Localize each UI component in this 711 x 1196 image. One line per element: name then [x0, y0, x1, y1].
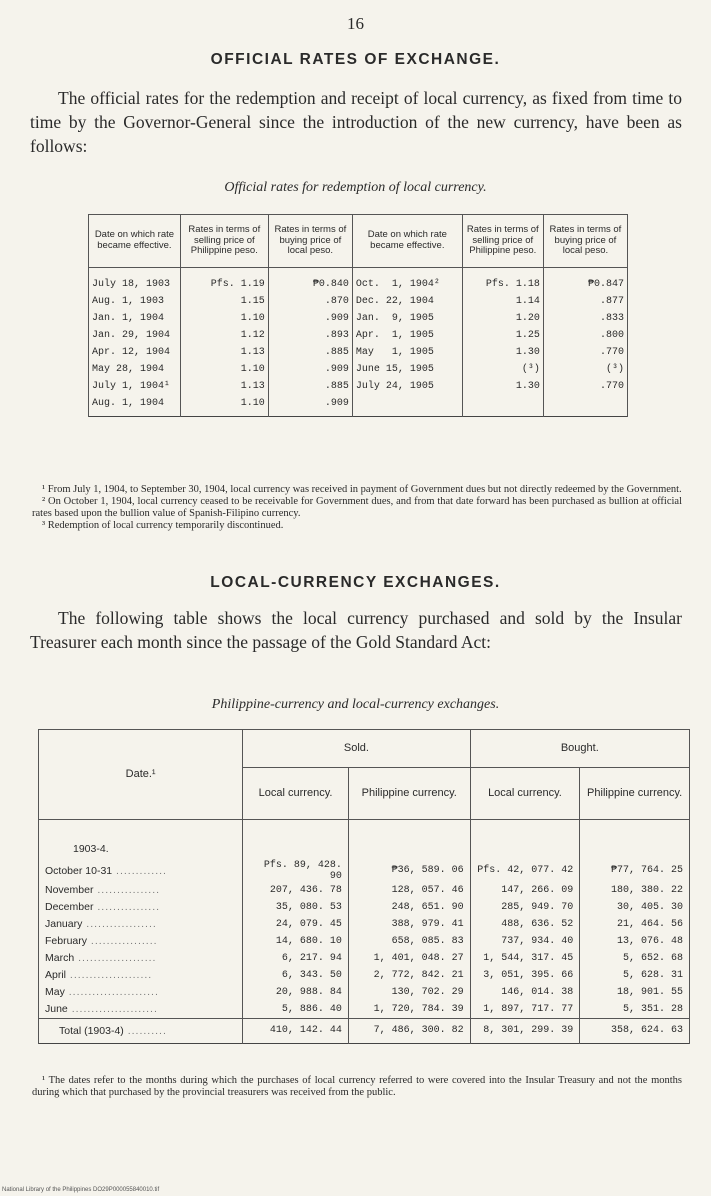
sell-rate: 1.13 [240, 380, 265, 392]
buy-rate: .909 [324, 397, 349, 409]
col-header-sell: Rates in terms of selling price of Philippine peso. [180, 215, 268, 268]
sell-rate: 1.20 [515, 312, 540, 324]
rate-date: Jan. 1, 1904 [92, 312, 165, 324]
cell-sold-philippine: ₱36, 589. 06 [348, 860, 470, 882]
buy-rate: .885 [324, 380, 349, 392]
sell-rate: 1.13 [240, 346, 265, 358]
cell-bought-local: Pfs. 42, 077. 42 [470, 860, 580, 882]
cell-sold-local: 207, 436. 78 [243, 882, 349, 899]
cell-bought-philippine: 13, 076. 48 [580, 933, 690, 950]
cell-bought-philippine: 5, 351. 28 [580, 1001, 690, 1019]
cell-bought-philippine: 5, 628. 31 [580, 967, 690, 984]
rate-date: July 24, 1905 [355, 380, 434, 392]
cell-sold-philippine: 130, 702. 29 [348, 984, 470, 1001]
buy-rate: .870 [324, 295, 349, 307]
cell-bought-philippine: 21, 464. 56 [580, 916, 690, 933]
col-header-sell: Rates in terms of selling price of Philippine peso. [462, 215, 543, 268]
total-bought-philippine: 358, 624. 63 [580, 1018, 690, 1043]
footnote: ¹ The dates refer to the months during which the purchases of local currency referred to were covered into the Insular Treasury and not the months during which that purchased by the provincial treasurers was received from the public. [32, 1075, 682, 1098]
rate-date: July 1, 1904¹ [92, 380, 171, 392]
cell-bought-philippine: ₱77, 764. 25 [580, 860, 690, 882]
row-month: March .................... [39, 950, 243, 967]
page-number: 16 [347, 14, 364, 33]
table-row [39, 933, 690, 950]
cell-bought-philippine: 30, 405. 30 [580, 899, 690, 916]
right-buy-column [543, 267, 627, 416]
total-label: Total (1903-4) .......... [39, 1018, 243, 1043]
row-month: June ...................... [39, 1001, 243, 1019]
rate-date: Apr. 1, 1905 [355, 329, 434, 341]
col-header-philippine: Philippine currency. [348, 768, 470, 820]
rate-date: Jan. 9, 1905 [355, 312, 434, 324]
rate-date: June 15, 1905 [355, 363, 434, 375]
rate-date: Aug. 1, 1904 [92, 397, 165, 409]
col-header-date: Date on which rate became effective. [352, 215, 462, 268]
sell-rate: 1.15 [240, 295, 265, 307]
cell-sold-philippine: 128, 057. 46 [348, 882, 470, 899]
sell-rate: 1.30 [515, 380, 540, 392]
cell-bought-local: 146, 014. 38 [470, 984, 580, 1001]
col-header-buy: Rates in terms of buying price of local peso. [543, 215, 627, 268]
cell-bought-local: 737, 934. 40 [470, 933, 580, 950]
table-row [39, 950, 690, 967]
sell-rate: 1.25 [515, 329, 540, 341]
exchanges-table-caption: Philippine-currency and local-currency exchanges. [211, 697, 500, 712]
sell-rate: 1.10 [240, 363, 265, 375]
cell-sold-local: 6, 343. 50 [243, 967, 349, 984]
cell-bought-local: 3, 051, 395. 66 [470, 967, 580, 984]
total-sold-local: 410, 142. 44 [243, 1018, 349, 1043]
row-month: May ....................... [39, 984, 243, 1001]
table-row [39, 1001, 690, 1019]
left-buy-column [268, 267, 352, 416]
cell-sold-local: 35, 080. 53 [243, 899, 349, 916]
cell-sold-philippine: 2, 772, 842. 21 [348, 967, 470, 984]
cell-sold-philippine: 248, 651. 90 [348, 899, 470, 916]
cell-bought-philippine: 18, 901. 55 [580, 984, 690, 1001]
col-header-philippine: Philippine currency. [580, 768, 690, 820]
year-label: 1903-4. [39, 820, 243, 860]
rate-date: Jan. 29, 1904 [92, 329, 171, 341]
buy-rate: .893 [324, 329, 349, 341]
col-header-local: Local currency. [470, 768, 580, 820]
table-row [39, 916, 690, 933]
total-bought-local: 8, 301, 299. 39 [470, 1018, 580, 1043]
col-header-date: Date.¹ [39, 730, 243, 820]
col-header-sold: Sold. [243, 730, 470, 768]
cell-sold-philippine: 658, 085. 83 [348, 933, 470, 950]
footnote: ³ Redemption of local currency temporarily discontinued. [42, 520, 284, 531]
cell-sold-local: 6, 217. 94 [243, 950, 349, 967]
row-month: February ................. [39, 933, 243, 950]
buy-rate: .909 [324, 363, 349, 375]
rate-date: Aug. 1, 1903 [92, 295, 165, 307]
table-row [39, 860, 690, 882]
sell-rate: 1.30 [515, 346, 540, 358]
cell-bought-philippine: 5, 652. 68 [580, 950, 690, 967]
table-row [39, 967, 690, 984]
buy-rate: (³) [605, 363, 624, 375]
sell-rate: 1.14 [515, 295, 540, 307]
cell-bought-local: 1, 897, 717. 77 [470, 1001, 580, 1019]
buy-rate: .909 [324, 312, 349, 324]
cell-bought-local: 285, 949. 70 [470, 899, 580, 916]
sell-rate: 1.10 [240, 312, 265, 324]
cell-bought-philippine: 180, 380. 22 [580, 882, 690, 899]
cell-sold-philippine: 1, 720, 784. 39 [348, 1001, 470, 1019]
rate-date: Apr. 12, 1904 [92, 346, 171, 358]
section-heading-local-currency: LOCAL-CURRENCY EXCHANGES. [210, 574, 501, 591]
table-row [39, 899, 690, 916]
rate-date: July 18, 1903 [92, 278, 171, 290]
table-row [39, 984, 690, 1001]
buy-rate: .770 [599, 346, 624, 358]
col-header-bought: Bought. [470, 730, 689, 768]
rate-date: Oct. 1, 1904² [355, 278, 440, 290]
cell-bought-local: 1, 544, 317. 45 [470, 950, 580, 967]
left-sell-column [180, 267, 268, 416]
row-month: November ................ [39, 882, 243, 899]
buy-rate: .877 [599, 295, 624, 307]
sell-rate: Pfs. 1.18 [485, 278, 540, 290]
col-header-date: Date on which rate became effective. [89, 215, 181, 268]
cell-sold-local: 24, 079. 45 [243, 916, 349, 933]
footnote: ² On October 1, 1904, local currency ceased to be receivable for Government dues, and from that date forward has been purchased as bullion at official rates based upon the bullion value of Spanish-Filipino currency. [32, 496, 682, 519]
cell-sold-philippine: 388, 979. 41 [348, 916, 470, 933]
rate-date: Dec. 22, 1904 [355, 295, 434, 307]
total-sold-philippine: 7, 486, 300. 82 [348, 1018, 470, 1043]
scan-stamp: National Library of the Philippines DO29P000055840010.tif [2, 1187, 160, 1193]
cell-sold-local: 5, 886. 40 [243, 1001, 349, 1019]
buy-rate: .833 [599, 312, 624, 324]
buy-rate: ₱0.847 [587, 278, 624, 290]
col-header-buy: Rates in terms of buying price of local peso. [268, 215, 352, 268]
rate-date: May 28, 1904 [92, 363, 165, 375]
right-sell-column [462, 267, 543, 416]
exchanges-footnote [32, 1075, 682, 1099]
rates-footnotes [32, 484, 682, 532]
cell-sold-local: 14, 680. 10 [243, 933, 349, 950]
cell-sold-local: 20, 988. 84 [243, 984, 349, 1001]
col-header-local: Local currency. [243, 768, 349, 820]
buy-rate: .770 [599, 380, 624, 392]
row-month: April ..................... [39, 967, 243, 984]
sell-rate: Pfs. 1.19 [210, 278, 265, 290]
rate-date: May 1, 1905 [355, 346, 434, 358]
exchanges-paragraph: The following table shows the local currency purchased and sold by the Insular Treasurer each month since the passage of the Gold Standard Act: [30, 608, 682, 652]
row-month: December ................ [39, 899, 243, 916]
table-row [39, 882, 690, 899]
cell-sold-philippine: 1, 401, 048. 27 [348, 950, 470, 967]
cell-sold-local: Pfs. 89, 428. 90 [243, 860, 349, 882]
cell-bought-local: 147, 266. 09 [470, 882, 580, 899]
sell-rate: (³) [521, 363, 540, 375]
sell-rate: 1.12 [240, 329, 265, 341]
exchanges-table [38, 729, 690, 1044]
buy-rate: ₱0.840 [312, 278, 349, 290]
buy-rate: .800 [599, 329, 624, 341]
left-dates-column [89, 267, 181, 416]
buy-rate: .885 [324, 346, 349, 358]
rates-table [88, 214, 628, 417]
section-heading-official-rates: OFFICIAL RATES OF EXCHANGE. [210, 51, 501, 68]
sell-rate: 1.10 [240, 397, 265, 409]
rates-table-caption: Official rates for redemption of local currency. [224, 180, 487, 195]
row-month: January .................. [39, 916, 243, 933]
footnote: ¹ From July 1, 1904, to September 30, 1904, local currency was received in payment of Government dues but not directly redeemed by the Government. [42, 484, 682, 495]
row-month: October 10-31 ............. [39, 860, 243, 882]
intro-paragraph: The official rates for the redemption and receipt of local currency, as fixed from time to time by the Governor-General since the introduction of the new currency, have been as follows: [30, 88, 682, 156]
cell-bought-local: 488, 636. 52 [470, 916, 580, 933]
total-row [39, 1018, 690, 1043]
right-dates-column [352, 267, 462, 416]
